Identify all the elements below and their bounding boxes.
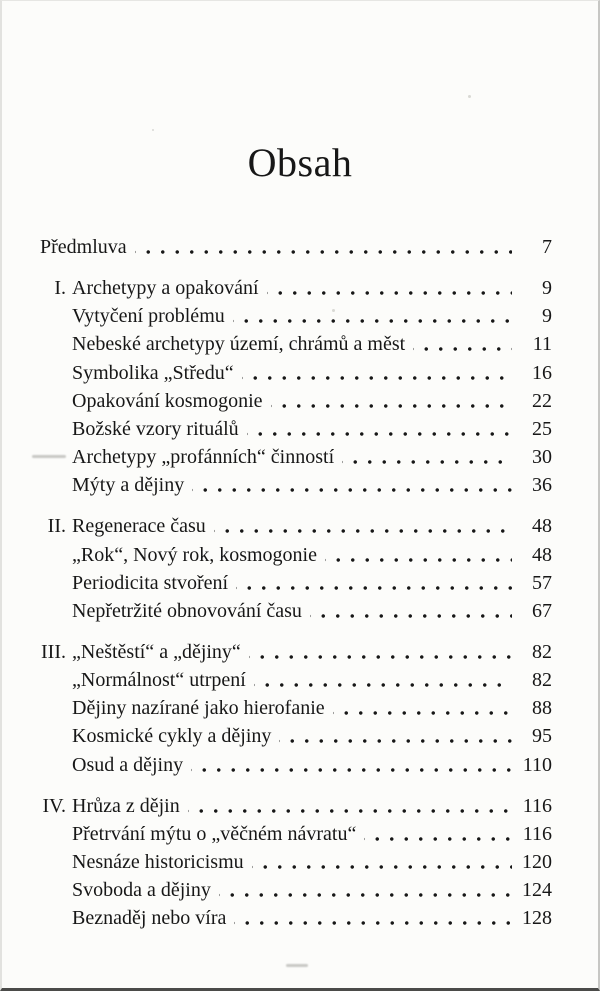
toc-section: [40, 277, 552, 496]
toc-entry: [72, 446, 552, 468]
toc-entry: [40, 795, 552, 817]
toc-entry-label: Mýty a dějiny: [72, 474, 185, 497]
toc-entry: [72, 697, 552, 719]
toc-entry-label: Přetrvání mýtu o „věčném návratu“: [72, 822, 357, 845]
toc-entry-numeral: I.: [54, 277, 66, 299]
toc-entry: [72, 600, 552, 622]
toc-entry: [72, 823, 552, 845]
toc-entry-page: 48: [532, 515, 552, 538]
scan-smudge: [286, 964, 308, 967]
toc-entry-page: 82: [532, 669, 552, 692]
toc-entry-page: 7: [542, 236, 552, 258]
toc-entry-page: 11: [532, 333, 552, 356]
toc-section: [40, 515, 552, 622]
toc-entry-label: Opakování kosmogonie: [72, 389, 263, 412]
toc-entry-label: Svoboda a dějiny: [72, 879, 211, 902]
toc-entry-label: Dějiny nazírané jako hierofanie: [72, 697, 325, 720]
toc-entry-label: Kosmické cykly a dějiny: [72, 725, 272, 748]
toc-entry-label: „Neštěstí“ a „dějiny“: [72, 640, 241, 663]
toc-entry: [72, 362, 552, 384]
dot-leader: [191, 754, 512, 776]
toc-entry-label: Archetypy a opakování: [72, 277, 259, 299]
dot-leader: [267, 277, 512, 299]
dot-leader: [249, 641, 512, 663]
toc-entry: [72, 669, 552, 691]
toc-entry: [72, 333, 552, 355]
toc-entry-label: Nebeské archetypy území, chrámů a měst: [72, 333, 406, 356]
toc-section: [40, 795, 552, 930]
toc-entry-label: Symbolika „Středu“: [72, 361, 234, 384]
toc-entry: [72, 879, 552, 901]
toc-entry: [72, 390, 552, 412]
toc-entry-page: 128: [522, 907, 552, 930]
toc-entry: [40, 277, 552, 299]
scan-speck: [332, 309, 335, 312]
toc-entry-label: Regenerace času: [72, 515, 206, 538]
page-title: Obsah: [247, 140, 353, 185]
toc-entry-page: 82: [532, 640, 552, 663]
dot-leader: [279, 725, 512, 747]
toc-entry-page: 9: [542, 277, 552, 299]
toc-entry: [40, 515, 552, 537]
toc-entry-numeral: III.: [41, 640, 66, 663]
toc-entry: [72, 725, 552, 747]
toc-entry-label: Předmluva: [40, 236, 127, 258]
toc-entry-label: Periodicita stvoření: [72, 571, 229, 594]
toc-entry-label: „Normálnost“ utrpení: [72, 669, 246, 692]
toc-entry-page: 48: [532, 543, 552, 566]
toc-entry-label: Nepřetržité obnovování času: [72, 599, 302, 622]
toc-entry-page: 116: [522, 822, 552, 845]
toc-entry-page: 30: [532, 446, 552, 469]
dot-leader: [325, 544, 512, 566]
dot-leader: [247, 418, 512, 440]
dot-leader: [219, 879, 512, 901]
scan-speck: [152, 129, 154, 131]
dot-leader: [233, 305, 512, 327]
toc-entry-label: Božské vzory rituálů: [72, 417, 239, 440]
dot-leader: [271, 390, 512, 412]
toc-entry: [72, 305, 552, 327]
dot-leader: [364, 823, 512, 845]
scan-speck: [468, 95, 471, 98]
dot-leader: [252, 851, 512, 873]
dot-leader: [192, 474, 512, 496]
dot-leader: [234, 907, 512, 929]
dot-leader: [214, 515, 512, 537]
table-of-contents: [2, 236, 598, 929]
toc-entry-label: „Rok“, Nový rok, kosmogonie: [72, 543, 317, 566]
toc-entry-label: Hrůza z dějin: [72, 794, 180, 817]
toc-entry-label: Vytyčení problému: [72, 305, 225, 328]
toc-entry-label: Nesnáze historicismu: [72, 851, 244, 873]
toc-entry: [72, 851, 552, 873]
dot-leader: [242, 362, 512, 384]
toc-entry: [72, 418, 552, 440]
toc-entry-page: 95: [532, 725, 552, 748]
toc-entry-label: Archetypy „profánních“ činností: [72, 446, 335, 469]
toc-entry: [72, 474, 552, 496]
toc-section: [40, 641, 552, 776]
toc-entry-page: 88: [532, 697, 552, 720]
dot-leader: [310, 600, 512, 622]
toc-entry: [72, 572, 552, 594]
dot-leader: [188, 795, 512, 817]
toc-entry-page: 67: [532, 599, 552, 622]
dot-leader: [342, 446, 512, 468]
dot-leader: [413, 333, 512, 355]
toc-entry: [40, 641, 552, 663]
toc-entry-page: 36: [532, 474, 552, 497]
toc-entry-numeral: IV.: [42, 794, 66, 817]
dot-leader: [333, 697, 512, 719]
toc-entry-page: 57: [532, 571, 552, 594]
toc-entry-label: Osud a dějiny: [72, 753, 184, 776]
toc-entry-page: 16: [532, 361, 552, 384]
toc-entry-page: 116: [522, 794, 552, 817]
toc-entry-page: 120: [522, 851, 552, 873]
toc-entry-numeral: II.: [47, 515, 66, 538]
dot-leader: [254, 669, 512, 691]
toc-entry-label: Beznaděj nebo víra: [72, 907, 227, 930]
toc-entry-page: 110: [522, 753, 552, 776]
dot-leader: [236, 572, 512, 594]
toc-entry: [72, 544, 552, 566]
toc-entry-page: 25: [532, 417, 552, 440]
toc-entry-page: 124: [522, 879, 552, 902]
toc-entry: [72, 754, 552, 776]
toc-entry-preface: [40, 236, 552, 258]
toc-entry-page: 22: [532, 389, 552, 412]
scan-smudge: [32, 455, 66, 458]
dot-leader: [135, 236, 512, 258]
toc-entry-page: 9: [542, 305, 552, 328]
toc-entry: [72, 907, 552, 929]
